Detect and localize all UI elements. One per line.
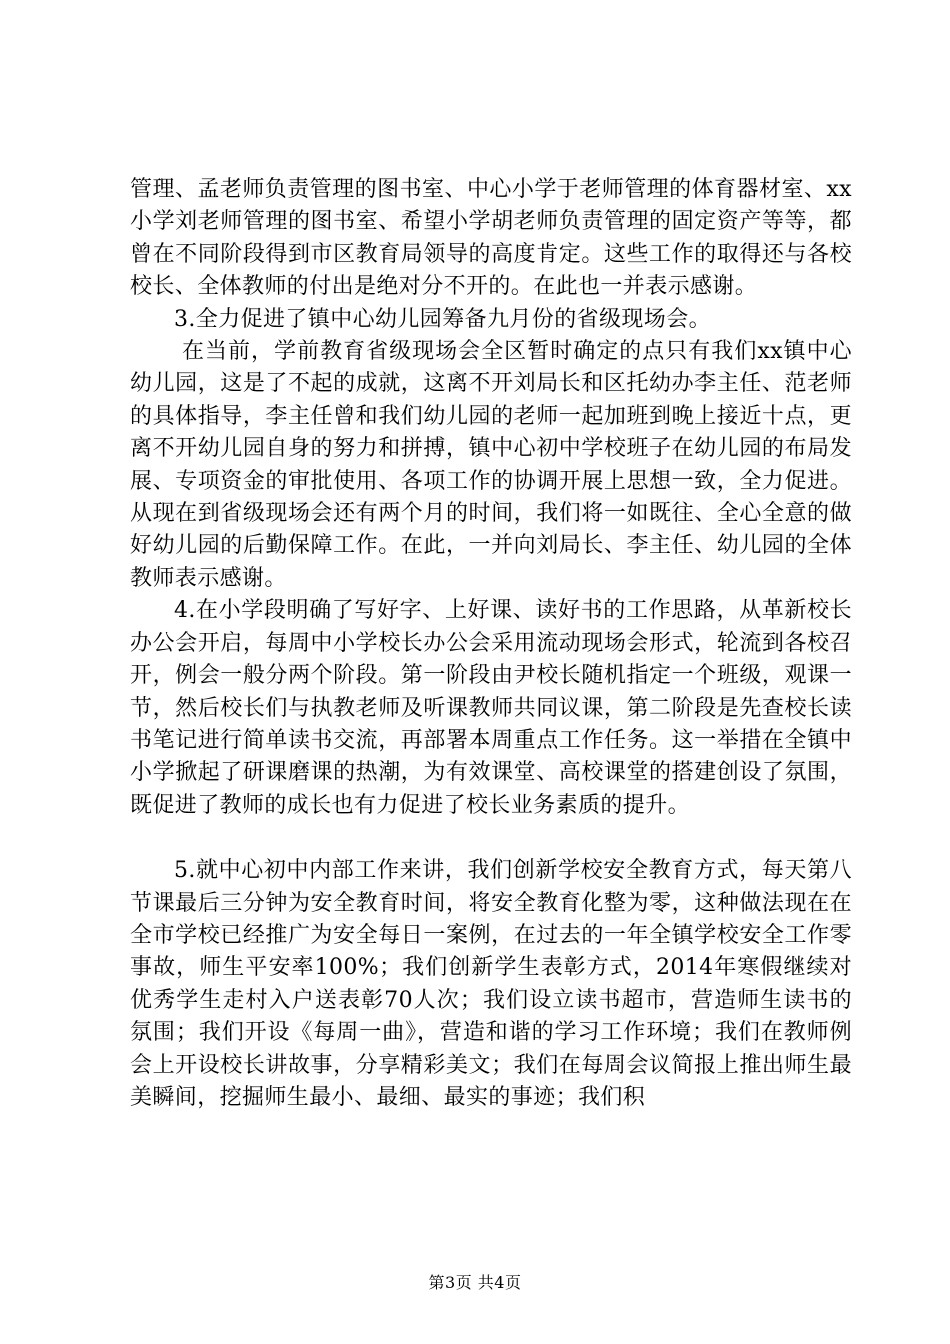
document-body [130,174,852,1114]
page-footer [0,1273,950,1293]
paragraph-item-3-body: 在当前，学前教育省级现场会全区暂时确定的点只有我们xx镇中心幼儿园，这是了不起的成就，这离不开刘局长和区托幼办李主任、范老师的具体指导，李主任曾和我们幼儿园的老师一起加班到晚上接近十点，更离不开幼儿园自身的努力和拼搏，镇中心初中学校班子在幼儿园的布局发展、专项资金的审批使用、各项工作的协调开展上思想一致，全力促进。从现在到省级现场会还有两个月的时间，我们将一如既往、全心全意的做好幼儿园的后勤保障工作。在此，一并向刘局长、李主任、幼儿园的全体教师表示感谢。 [130,339,852,591]
paragraph-continuation: 管理、孟老师负责管理的图书室、中心小学于老师管理的体育器材室、xx小学刘老师管理的图书室、希望小学胡老师负责管理的固定资产等等，都曾在不同阶段得到市区教育局领导的高度肯定。这些工作的取得还与各校校长、全体教师的付出是绝对分不开的。在此也一并表示感谢。 [130,177,852,300]
paragraph-item-4: 4.在小学段明确了写好字、上好课、读好书的工作思路，从革新校长办公会开启，每周中小学校长办公会采用流动现场会形式，轮流到各校召开，例会一般分两个阶段。第一阶段由尹校长随机指定一个班级，观课一节，然后校长们与执教老师及听课教师共同议课，第二阶段是先查校长读书笔记进行简单读书交流，再部署本周重点工作任务。这一举措在全镇中小学掀起了研课磨课的热潮，为有效课堂、高校课堂的搭建创设了氛围，既促进了教师的成长也有力促进了校长业务素质的提升。 [130,598,852,818]
paragraph-item-5: 5.就中心初中内部工作来讲，我们创新学校安全教育方式，每天第八节课最后三分钟为安全教育时间，将安全教育化整为零，这种做法现在在全市学校已经推广为安全每日一案例，在过去的一年全镇学校安全工作零事故，师生平安率100%；我们创新学生表彰方式，2014年寒假继续对优秀学生走村入户送表彰70人次；我们设立读书超市，营造师生读书的氛围；我们开设《每周一曲》，营造和谐的学习工作环境；我们在教师例会上开设校长讲故事，分享精彩美文；我们在每周会议简报上推出师生最美瞬间，挖掘师生最小、最细、最实的事迹；我们积 [130,858,852,1110]
paragraph-item-3-heading: 3.全力促进了镇中心幼儿园筹备九月份的省级现场会。 [174,306,711,332]
page-number-label: 第3页 共4页 [428,1273,522,1292]
